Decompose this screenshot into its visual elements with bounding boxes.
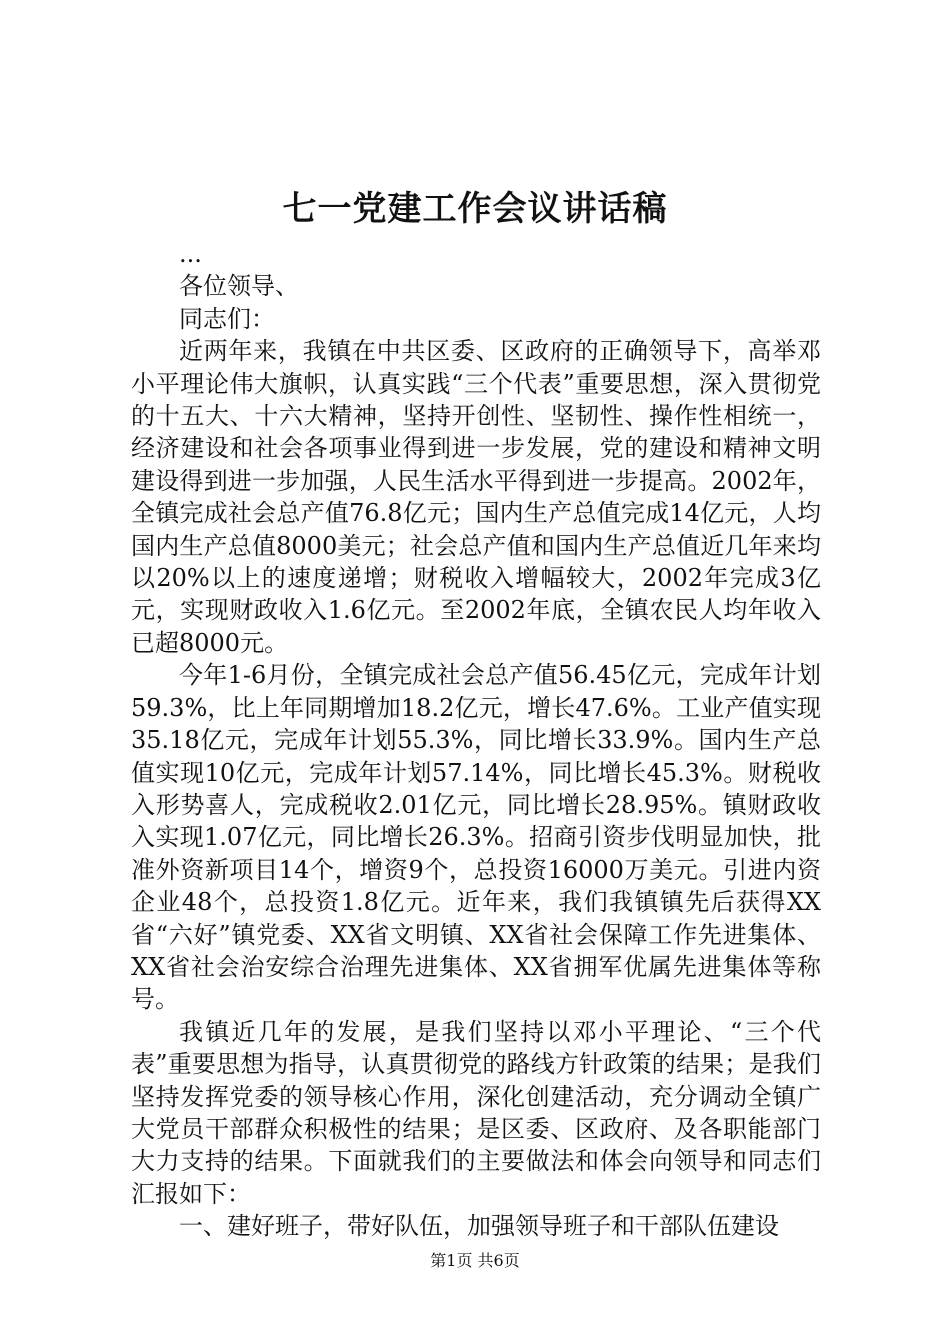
paragraph-intro: 近两年来，我镇在中共区委、区政府的正确领导下，高举邓小平理论伟大旗帜，认真实践“三个代表”重要思想，深入贯彻党的十五大、十六大精神，坚持开创性、坚韧性、操作性相统一，经济建设和社会各项事业得到进一步发展，党的建设和精神文明建设得到进一步加强，人民生活水平得到进一步提高。2002年，全镇完成社会总产值76.8亿元；国内生产总值完成14亿元，人均国内生产总值8000美元；社会总产值和国内生产总值近几年来均以20%以上的速度递增；财税收入增幅较大，2002年完成3亿元，实现财政收入1.6亿元。至2002年底，全镇农民人均年收入已超8000元。: [131, 337, 821, 657]
paragraph-statistics: 今年1-6月份，全镇完成社会总产值56.45亿元，完成年计划59.3%，比上年同期增加18.2亿元，增长47.6%。工业产值实现35.18亿元，完成年计划55.3%，同比增长33.9%。国内生产总值实现10亿元，完成年计划57.14%，同比增长45.3%。财税收入形势喜人，完成税收2.01亿元，同比增长28.95%。镇财政收入实现1.07亿元，同比增长26.3%。招商引资步伐明显加快，批准外资新项目14个，增资9个，总投资16000万美元。引进内资企业48个，总投资1.8亿元。近年来，我们我镇镇先后获得XX省“六好”镇党委、XX省文明镇、XX省社会保障工作先进集体、XX省社会治安综合治理先进集体、XX省拥军优属先进集体等称号。: [131, 661, 821, 1014]
paragraph-salutation-comrades: 同志们：: [179, 304, 275, 333]
paragraph-section-heading: 一、建好班子，带好队伍，加强领导班子和干部队伍建设: [179, 1212, 779, 1241]
paragraph-ellipsis: ...: [179, 240, 202, 268]
document-body: [131, 238, 821, 1243]
document-title: 七一党建工作会议讲话稿: [282, 189, 668, 229]
page-footer: 第1页 共6页: [430, 1251, 520, 1270]
paragraph-reasons: 我镇近几年的发展，是我们坚持以邓小平理论、“三个代表”重要思想为指导，认真贯彻党的路线方针政策的结果；是我们坚持发挥党委的领导核心作用，深化创建活动，充分调动全镇广大党员干部群众积极性的结果；是区委、区政府、及各职能部门大力支持的结果。下面就我们的主要做法和体会向领导和同志们汇报如下：: [131, 1017, 821, 1208]
paragraph-salutation-leaders: 各位领导、: [179, 272, 299, 301]
